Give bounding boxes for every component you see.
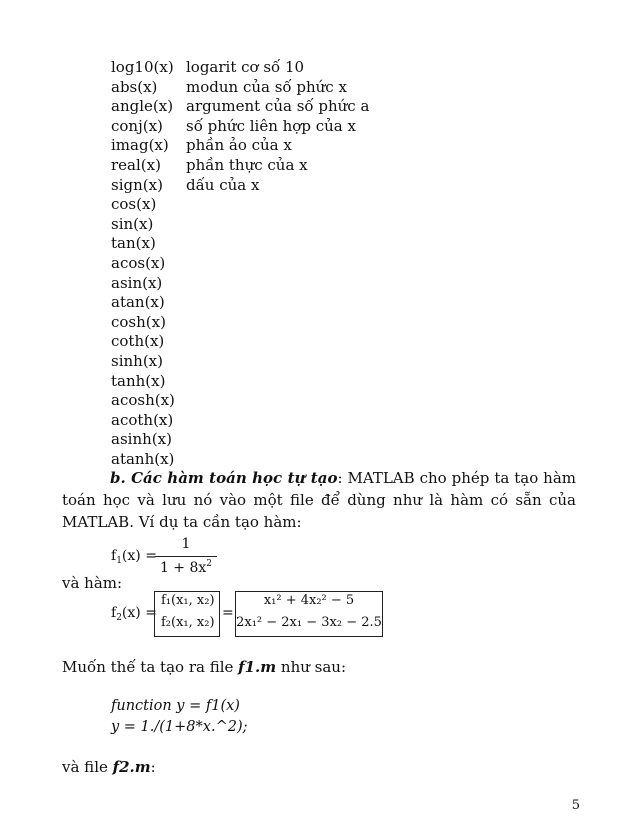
function-row [111, 372, 186, 392]
function-row [111, 234, 186, 254]
function-list [111, 58, 370, 469]
and-text: và hàm: [62, 574, 123, 592]
eq2-row1-right: x₁² + 4x₂² − 5 [263, 593, 355, 608]
eq2-right-matrix [235, 591, 383, 637]
section-heading: b. Các hàm toán học tự tạo [110, 469, 338, 487]
function-description: argument của số phức a [186, 97, 370, 116]
equation-f2 [111, 591, 381, 639]
code-block [111, 696, 248, 738]
function-name: tanh(x) [111, 371, 166, 390]
eq1-fraction-bar [155, 556, 217, 557]
eq2-left-matrix [154, 591, 220, 637]
function-row [111, 97, 370, 117]
function-name: acoth(x) [111, 410, 174, 429]
function-row [111, 215, 186, 235]
eq2-row2-left: f₂(x₁, x₂) [161, 615, 215, 630]
page-number: 5 [571, 798, 580, 813]
function-row [111, 136, 292, 156]
function-name: acos(x) [111, 253, 166, 272]
function-name: tan(x) [111, 234, 156, 253]
function-name: sinh(x) [111, 351, 163, 370]
function-row [111, 332, 186, 352]
function-description: phần ảo của x [186, 136, 292, 155]
function-name: real(x) [111, 155, 161, 174]
function-row [111, 116, 356, 137]
function-name: cosh(x) [111, 312, 166, 331]
function-name: sin(x) [111, 214, 154, 233]
file-f2-name: f2.m [112, 758, 151, 776]
function-description: logarit cơ số 10 [186, 58, 305, 76]
function-row [111, 391, 186, 411]
function-name: sign(x) [111, 175, 163, 194]
function-name: coth(x) [111, 332, 165, 351]
function-name: conj(x) [111, 116, 163, 135]
eq2-row1-left: f₁(x₁, x₂) [161, 593, 215, 608]
function-description: số phức liên hợp của x [186, 116, 356, 135]
function-name: cos(x) [111, 195, 157, 214]
function-row [111, 175, 260, 196]
function-row [111, 274, 186, 294]
function-name: imag(x) [111, 136, 169, 155]
function-name: abs(x) [111, 77, 158, 96]
eq1-lhs: $f_1(x)$ = [111, 548, 157, 566]
function-name: acosh(x) [111, 391, 175, 410]
function-row [111, 58, 305, 78]
function-row [111, 352, 186, 372]
eq2-lhs: $f_2(x)$ = [111, 605, 157, 623]
function-row [111, 411, 186, 431]
eq2-row2-right: 2x₁² − 2x₁ − 3x₂ − 2.5 [236, 615, 382, 630]
instruction-line: Muốn thế ta tạo ra file f1.m như sau: [62, 658, 347, 676]
function-name: atan(x) [111, 293, 165, 312]
function-row [111, 313, 186, 333]
function-row [111, 195, 186, 215]
function-row [111, 430, 186, 450]
function-name: atanh(x) [111, 449, 175, 468]
section-body: : MATLAB cho phép ta tạo hàm toán học và lưu nó vào một file để dùng như là hàm có sẵn của MATLAB. Ví dụ ta cần tạo hàm: [62, 469, 576, 531]
function-name: asin(x) [111, 273, 163, 292]
function-row [111, 293, 186, 313]
file-f1-name: f1.m [238, 658, 277, 676]
function-description: dấu của x [186, 175, 260, 194]
function-name: angle(x) [111, 97, 174, 116]
function-description: phần thực của x [186, 155, 308, 174]
function-name: log10(x) [111, 58, 174, 76]
file2-line: và file f2.m: [62, 758, 156, 776]
function-row [111, 155, 308, 176]
eq2-equals: = [222, 605, 234, 621]
eq1-numerator: 1 [181, 536, 191, 552]
function-name: asinh(x) [111, 430, 172, 449]
code-line: function y = f1(x) [111, 698, 240, 714]
eq1-denominator: $1 + 8x^2$ [159, 559, 213, 576]
function-row [111, 77, 347, 98]
function-row [111, 254, 186, 274]
section-paragraph [62, 467, 576, 533]
code-line: y = 1./(1+8*x.^2); [111, 719, 248, 735]
function-description: modun của số phức x [186, 77, 347, 96]
